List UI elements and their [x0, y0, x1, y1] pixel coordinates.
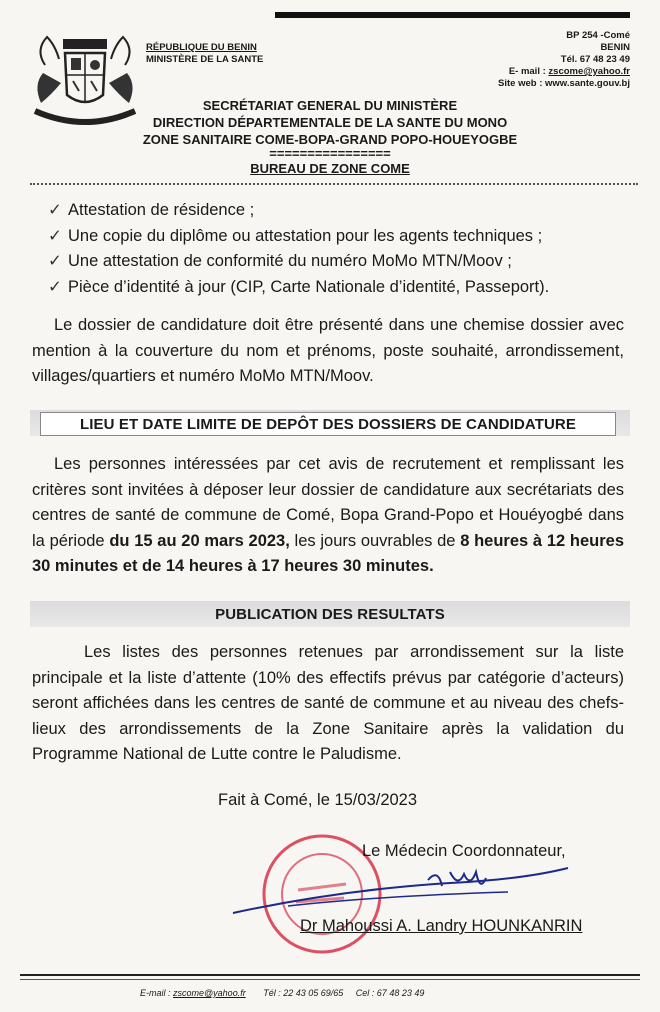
contact-email-link[interactable]: zscome@yahoo.fr — [548, 66, 630, 77]
paragraph-results-text: Les listes des personnes retenues par arrondissement sur la liste principale et la liste d’attente (10% des effectifs prévus par catégorie d’acteurs) seront affichées dans les centres de santé de commune et au niveau des chefs-lieux des arrondissements de la Zone Sanitaire après la validation du Programme National de Lutte contre le Paludisme. — [32, 643, 624, 763]
checkmark-icon: ✓ — [48, 226, 62, 245]
contact-email-label: E- mail : — [508, 66, 546, 77]
section-band-results — [30, 601, 630, 627]
list-item-text: Attestation de résidence ; — [68, 201, 255, 219]
deposit-text-part1: Les personnes intéressées par cet avis de recrutement et remplissant les critères sont invitées à déposer leur dossier de candidature aux secrétariats des centres de santé de commune de Comé, Bopa Grand-Popo et Houéyogbé dans la période — [32, 455, 624, 550]
list-item-text: Une attestation de conformité du numéro MoMo MTN/Moov ; — [68, 252, 512, 270]
deposit-period: du 15 au 20 mars 2023, — [109, 531, 290, 550]
footer-rule-thin — [20, 979, 640, 980]
checkmark-icon: ✓ — [48, 252, 62, 270]
paragraph-deposit-text — [32, 452, 624, 580]
checkmark-icon: ✓ — [48, 277, 62, 296]
list-item — [48, 224, 549, 250]
republic-name: RÉPUBLIQUE DU BENIN — [146, 42, 257, 53]
contact-website[interactable]: Site web : www.sante.gouv.bj — [498, 78, 630, 89]
deposit-hours: 8 heures à 12 heures 30 minutes et de 14 heures à 17 heures 30 minutes. — [32, 531, 624, 575]
section-title-results: PUBLICATION DES RESULTATS — [215, 605, 445, 623]
footer-tel: Tél : 22 43 05 69/65 — [263, 988, 344, 998]
list-item-text: Une copie du diplôme ou attestation pour les agents techniques ; — [68, 226, 543, 245]
contact-tel: Tél. 67 48 23 49 — [560, 54, 630, 65]
checkmark-icon: ✓ — [48, 201, 62, 219]
footer-email-label: E-mail : — [140, 988, 171, 998]
heading-direction: DIRECTION DÉPARTEMENTALE DE LA SANTE DU MONO — [152, 115, 508, 130]
footer-cel: Cel : 67 48 23 49 — [355, 988, 425, 998]
institution-headings — [0, 97, 660, 177]
paragraph-results — [32, 640, 624, 768]
footer-email-link[interactable]: zscome@yahoo.fr — [173, 988, 246, 998]
list-item — [48, 275, 549, 301]
contact-block — [498, 30, 630, 90]
footer-contact — [140, 988, 424, 998]
contact-country: BENIN — [600, 42, 630, 53]
place-and-date: Fait à Comé, le 15/03/2023 — [218, 791, 418, 809]
list-item — [48, 198, 549, 224]
signatory-role: Le Médecin Coordonnateur, — [362, 842, 566, 860]
paragraph-dossier-text: Le dossier de candidature doit être présenté dans une chemise dossier avec mention à la couverture du nom et prénoms, poste souhaité, arrondissement, villages/quartiers et numéro MoMo MTN/Moov. — [32, 316, 624, 385]
heading-zone: ZONE SANITAIRE COME-BOPA-GRAND POPO-HOUEYOGBE — [142, 132, 518, 147]
handwritten-signature — [228, 858, 578, 918]
heading-separator: ================ — [269, 146, 391, 161]
list-item-text: Pièce d’identité à jour (CIP, Carte Nationale d’identité, Passeport). — [68, 277, 550, 296]
section-band-deposit — [30, 410, 630, 436]
signatory-name: Dr Mahoussi A. Landry HOUNKANRIN — [300, 917, 583, 935]
heading-bureau: BUREAU DE ZONE COME — [250, 161, 410, 176]
list-item — [48, 249, 549, 275]
ministry-name: MINISTÈRE DE LA SANTE — [146, 54, 264, 65]
header-top-bar — [275, 12, 630, 18]
section-title-deposit: LIEU ET DATE LIMITE DE DEPÔT DES DOSSIERS DE CANDIDATURE — [40, 412, 616, 436]
paragraph-dossier — [32, 313, 624, 390]
republic-ministry-block — [146, 42, 263, 66]
paragraph-deposit — [32, 452, 624, 580]
deposit-text-part2: les jours ouvrables de — [289, 531, 461, 550]
contact-email-row — [498, 66, 630, 78]
header-divider — [30, 183, 638, 185]
heading-secretariat: SECRÉTARIAT GENERAL DU MINISTÈRE — [202, 98, 458, 113]
footer-rule-thick — [20, 974, 640, 976]
required-documents-list — [48, 198, 549, 300]
contact-bp: BP 254 -Comé — [566, 30, 630, 41]
